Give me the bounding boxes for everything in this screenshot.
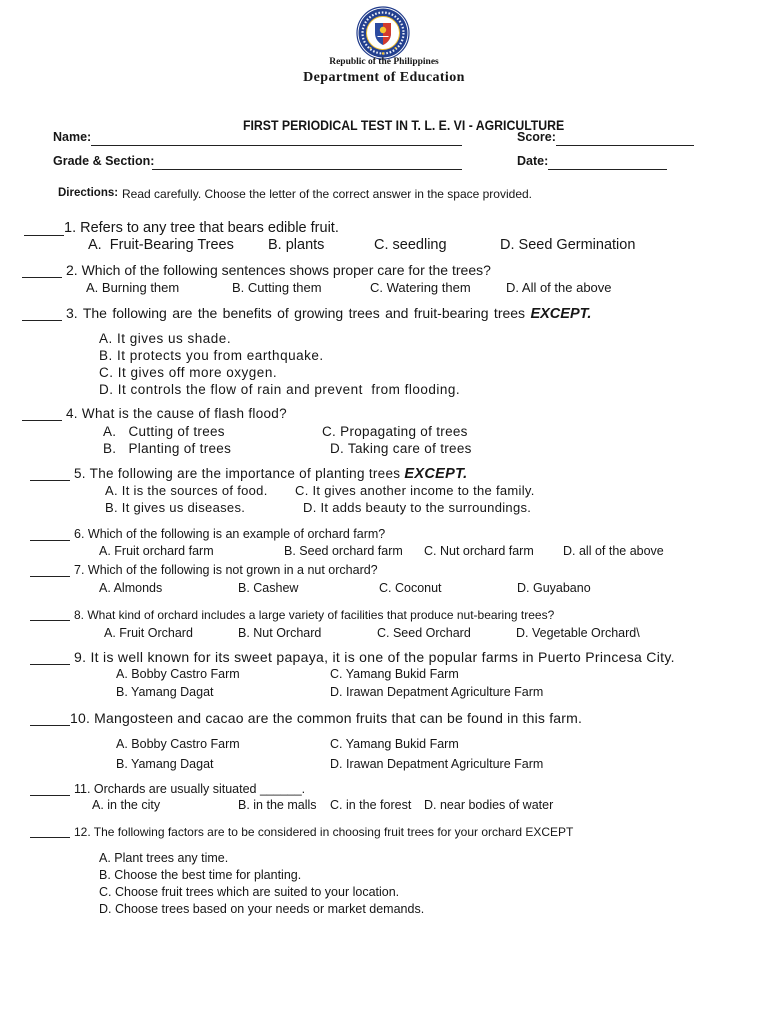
answer-blank <box>22 277 62 278</box>
option-a: A. Burning them <box>86 280 180 295</box>
answer-blank <box>30 795 70 796</box>
answer-blank <box>30 837 70 838</box>
option-d: D. All of the above <box>506 280 612 295</box>
option-d: D. all of the above <box>563 544 664 558</box>
option-b: B. Choose the best time for planting. <box>99 868 302 882</box>
grade-section-label: Grade & Section: <box>53 154 155 168</box>
option-d: D. near bodies of water <box>424 798 554 812</box>
option-b: B. Yamang Dagat <box>116 757 214 771</box>
option-c: C. Yamang Bukid Farm <box>330 667 459 681</box>
score-line <box>556 145 694 146</box>
option-b: B. It gives us diseases. <box>105 500 246 515</box>
option-a: A. It gives us shade. <box>99 331 232 346</box>
option-c: C. Propagating of trees <box>322 424 468 439</box>
option-c: C. It gives off more oxygen. <box>99 365 278 380</box>
answer-blank <box>30 725 70 726</box>
question-text: 1. Refers to any tree that bears edible fruit. <box>64 220 339 236</box>
name-line <box>91 145 462 146</box>
answer-blank <box>30 480 70 481</box>
option-d: D. It controls the flow of rain and prevent from flooding. <box>99 382 461 397</box>
option-a: A. Bobby Castro Farm <box>116 737 240 751</box>
option-c: C. Coconut <box>379 581 442 595</box>
option-d: D. It adds beauty to the surroundings. <box>303 500 532 515</box>
option-d: D. Taking care of trees <box>330 441 472 456</box>
answer-blank <box>22 320 62 321</box>
option-a: A. Plant trees any time. <box>99 851 229 865</box>
option-b: B. plants <box>268 237 325 253</box>
directions-text: Read carefully. Choose the letter of the correct answer in the space provided. <box>122 187 532 201</box>
option-c: C. Watering them <box>370 280 471 295</box>
deped-seal-icon <box>356 6 410 60</box>
question-emphasis: EXCEPT. <box>404 466 468 482</box>
name-label: Name: <box>53 130 92 144</box>
score-label: Score: <box>517 130 556 144</box>
question-text: 11. Orchards are usually situated ______. <box>74 782 306 796</box>
option-b: B. Seed orchard farm <box>284 544 403 558</box>
question-text: 5. The following are the importance of planting trees <box>74 466 401 481</box>
option-d: D. Choose trees based on your needs or market demands. <box>99 902 425 916</box>
question-emphasis: EXCEPT. <box>530 306 592 322</box>
question-text: 3. The following are the benefits of growing trees and fruit-bearing trees <box>66 305 526 321</box>
answer-blank <box>30 620 70 621</box>
grade-section-line <box>152 169 462 170</box>
test-title-text: FIRST PERIODICAL TEST IN T. L. E. VI - AGRICULTURE <box>243 117 565 133</box>
option-a: A. Bobby Castro Farm <box>116 667 240 681</box>
date-line <box>548 169 667 170</box>
option-b: B. Nut Orchard <box>238 626 322 640</box>
option-d: D. Irawan Depatment Agriculture Farm <box>330 685 544 699</box>
option-d: D. Vegetable Orchard\ <box>516 626 640 640</box>
answer-blank <box>22 420 62 421</box>
question-text: 8. What kind of orchard includes a large variety of facilities that produce nut-bearing trees? <box>74 608 555 622</box>
option-b: B. It protects you from earthquake. <box>99 348 324 363</box>
directions-label: Directions: <box>58 187 119 199</box>
option-c: C. seedling <box>374 237 447 253</box>
question-text: 6. Which of the following is an example of orchard farm? <box>74 527 386 541</box>
question-text: 4. What is the cause of flash flood? <box>66 406 287 421</box>
question-text: 12. The following factors are to be considered in choosing fruit trees for your orchard EXCEPT <box>74 825 574 839</box>
question-text: 2. Which of the following sentences shows proper care for the trees? <box>66 262 491 278</box>
option-a: A. Cutting of trees <box>103 424 225 439</box>
question-stem <box>66 306 591 322</box>
option-d: D. Seed Germination <box>500 237 636 253</box>
question-text: 10. Mangosteen and cacao are the common fruits that can be found in this farm. <box>70 710 583 726</box>
question-stem <box>74 467 467 482</box>
option-b: B. Cashew <box>238 581 299 595</box>
option-b: B. Yamang Dagat <box>116 685 214 699</box>
answer-blank <box>30 576 70 577</box>
option-b: B. Planting of trees <box>103 441 232 456</box>
answer-blank <box>30 540 70 541</box>
option-b: B. in the malls <box>238 798 317 812</box>
question-text: 9. It is well known for its sweet papaya, it is one of the popular farms in Puerto Princesa City. <box>74 649 675 665</box>
option-c: C. It gives another income to the family. <box>295 483 535 498</box>
option-a: A. Fruit Orchard <box>104 626 193 640</box>
republic-heading: Republic of the Philippines <box>329 57 439 67</box>
option-d: D. Irawan Depatment Agriculture Farm <box>330 757 544 771</box>
option-a: A. Almonds <box>99 581 163 595</box>
option-b: B. Cutting them <box>232 280 322 295</box>
option-c: C. Nut orchard farm <box>424 544 534 558</box>
option-c: C. Choose fruit trees which are suited to your location. <box>99 885 400 899</box>
option-a: A. in the city <box>92 798 161 812</box>
answer-blank <box>24 235 64 236</box>
option-c: C. Yamang Bukid Farm <box>330 737 459 751</box>
option-c: C. Seed Orchard <box>377 626 471 640</box>
department-heading: Department of Education <box>303 70 465 85</box>
option-c: C. in the forest <box>330 798 412 812</box>
answer-blank <box>30 664 70 665</box>
date-label: Date: <box>517 154 549 168</box>
option-d: D. Guyabano <box>517 581 591 595</box>
option-a: A. Fruit-Bearing Trees <box>88 237 234 253</box>
option-a: A. Fruit orchard farm <box>99 544 214 558</box>
option-a: A. It is the sources of food. <box>105 483 268 498</box>
question-text: 7. Which of the following is not grown in a nut orchard? <box>74 563 378 577</box>
